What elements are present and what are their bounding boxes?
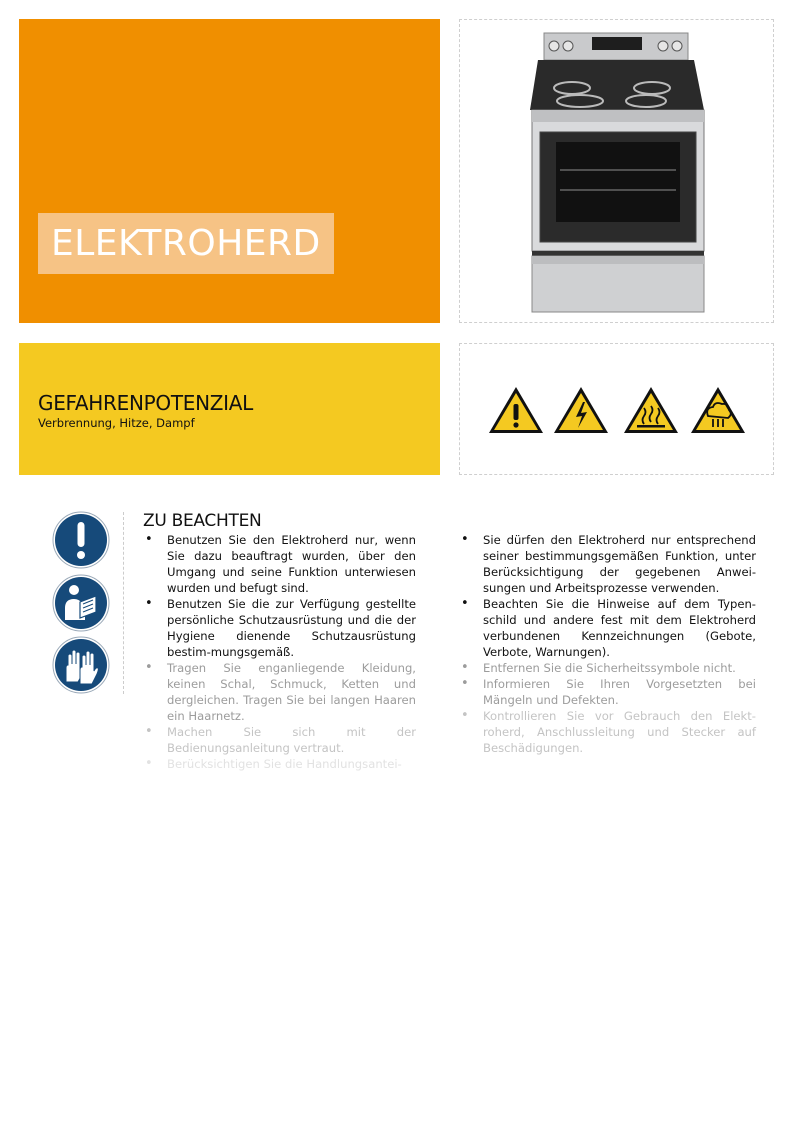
notes-left-list xyxy=(143,532,416,772)
list-item: • Benutzen Sie den Elektroherd nur, wenn Sie dazu beauftragt wurden, über den Umgang und seine Funktion unterwiesen wurden und befugt sind. xyxy=(143,532,416,596)
list-item: • Entfernen Sie die Sicherheitssymbole nicht. xyxy=(459,660,756,676)
list-item: • Machen Sie sich mit der Bedienungsanleitung vertraut. xyxy=(143,724,416,756)
title-panel xyxy=(19,19,440,323)
general-mandatory-icon xyxy=(52,511,110,569)
list-item: • Tragen Sie enganliegende Kleidung, keinen Schal, Schmuck, Ketten und dergleichen. Tragen Sie bei langen Haaren ein Haarnetz. xyxy=(143,660,416,724)
hazard-title: GEFAHRENPOTENZIAL xyxy=(38,391,253,415)
notes-title: ZU BEACHTEN xyxy=(143,511,262,531)
list-item: • Berücksichtigen Sie die Handlungsantei- xyxy=(143,756,416,772)
hot-steam-warning-icon xyxy=(689,384,747,436)
read-manual-icon xyxy=(52,574,110,632)
notes-right-list xyxy=(459,532,756,756)
hazard-panel xyxy=(19,343,440,475)
wear-gloves-icon xyxy=(52,636,110,694)
list-item: • Beachten Sie die Hinweise auf dem Typen-schild und andere fest mit dem Elektroherd verbundenen Kennzeichnungen (Gebote, Verbote, Warnungen). xyxy=(459,596,756,660)
page-title: ELEKTROHERD xyxy=(38,213,334,274)
list-item: • Kontrollieren Sie vor Gebrauch den Elekt-roherd, Anschlussleitung und Stecker auf Beschädigungen. xyxy=(459,708,756,756)
hazard-subtitle: Verbrennung, Hitze, Dampf xyxy=(38,416,195,430)
list-item: • Informieren Sie Ihren Vorgesetzten bei Mängeln und Defekten. xyxy=(459,676,756,708)
list-item: • Sie dürfen den Elektroherd nur entsprechend seiner bestimmungsgemäßen Funktion, unter Berücksichtigung der gegebenen Anwei-sungen und Arbeitsprozesse verwenden. xyxy=(459,532,756,596)
list-item: • Benutzen Sie die zur Verfügung gestellte persönliche Schutzausrüstung und die der Hygiene dienende Schutzausrüstung bestim-mungsgemäß. xyxy=(143,596,416,660)
electricity-warning-icon xyxy=(552,384,610,436)
product-photo-panel xyxy=(459,19,774,323)
general-warning-icon xyxy=(487,384,545,436)
column-divider xyxy=(123,512,124,694)
hot-surface-warning-icon xyxy=(622,384,680,436)
electric-stove-icon xyxy=(460,20,773,322)
warning-signs-panel xyxy=(459,343,774,475)
